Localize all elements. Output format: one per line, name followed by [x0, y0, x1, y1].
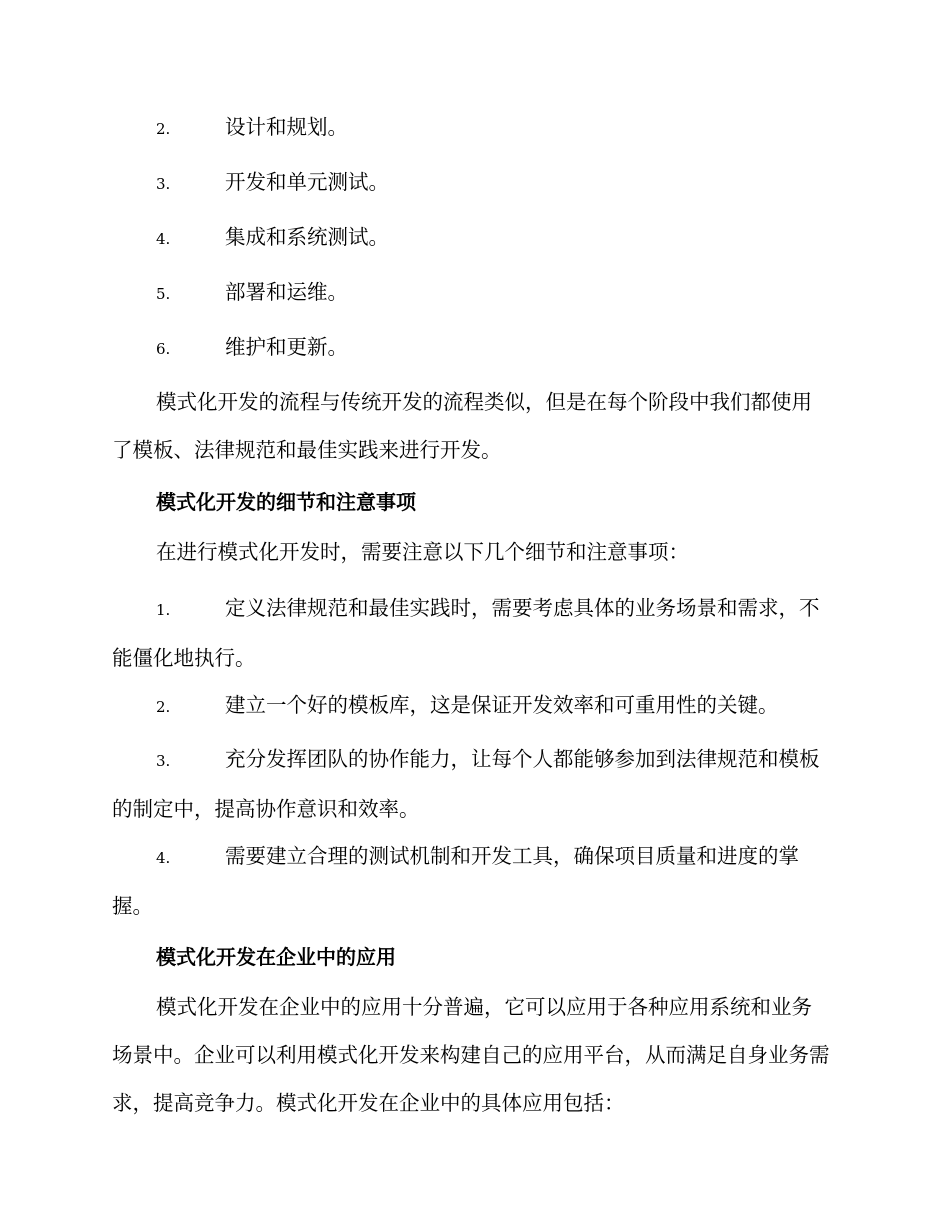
list-item: [112, 158, 832, 208]
list-number: 5.: [156, 285, 171, 303]
list-number: 4.: [156, 849, 171, 867]
list-text: 需要建立合理的测试机制和开发工具，确保项目质量和进度的掌握。: [112, 844, 799, 918]
body-paragraph: 在进行模式化开发时，需要注意以下几个细节和注意事项：: [156, 540, 689, 564]
body-paragraph: 模式化开发的流程与传统开发的流程类似，但是在每个阶段中我们都使用了模板、法律规范和最佳实践来进行开发。: [112, 390, 812, 462]
list-number: 2.: [156, 698, 171, 716]
section-heading: 模式化开发的细节和注意事项: [156, 490, 416, 514]
list-text: 开发和单元测试。: [225, 170, 389, 194]
list-item: [112, 103, 832, 153]
list-number: 2.: [156, 120, 171, 138]
list-item: [112, 735, 832, 833]
list-text: 部署和运维。: [225, 280, 348, 304]
list-item: [112, 584, 832, 682]
list-item: [112, 268, 832, 318]
list-number: 1.: [156, 601, 171, 619]
list-item: [112, 832, 832, 930]
list-text: 充分发挥团队的协作能力，让每个人都能够参加到法律规范和模板的制定中，提高协作意识和效率。: [112, 747, 820, 821]
list-number: 3.: [156, 175, 171, 193]
list-item: [112, 681, 832, 731]
list-text: 维护和更新。: [225, 335, 348, 359]
list-text: 集成和系统测试。: [225, 225, 389, 249]
list-number: 4.: [156, 230, 171, 248]
list-number: 6.: [156, 340, 171, 358]
section-heading: 模式化开发在企业中的应用: [156, 945, 396, 969]
list-text: 建立一个好的模板库，这是保证开发效率和可重用性的关键。: [225, 693, 779, 717]
list-text: 定义法律规范和最佳实践时，需要考虑具体的业务场景和需求，不能僵化地执行。: [112, 596, 820, 670]
list-number: 3.: [156, 752, 171, 770]
list-item: [112, 213, 832, 263]
list-item: [112, 323, 832, 373]
list-text: 设计和规划。: [225, 115, 348, 139]
body-paragraph: 模式化开发在企业中的应用十分普遍，它可以应用于各种应用系统和业务场景中。企业可以利用模式化开发来构建自己的应用平台，从而满足自身业务需求，提高竞争力。模式化开发在企业中的具体应用包括：: [112, 995, 830, 1115]
